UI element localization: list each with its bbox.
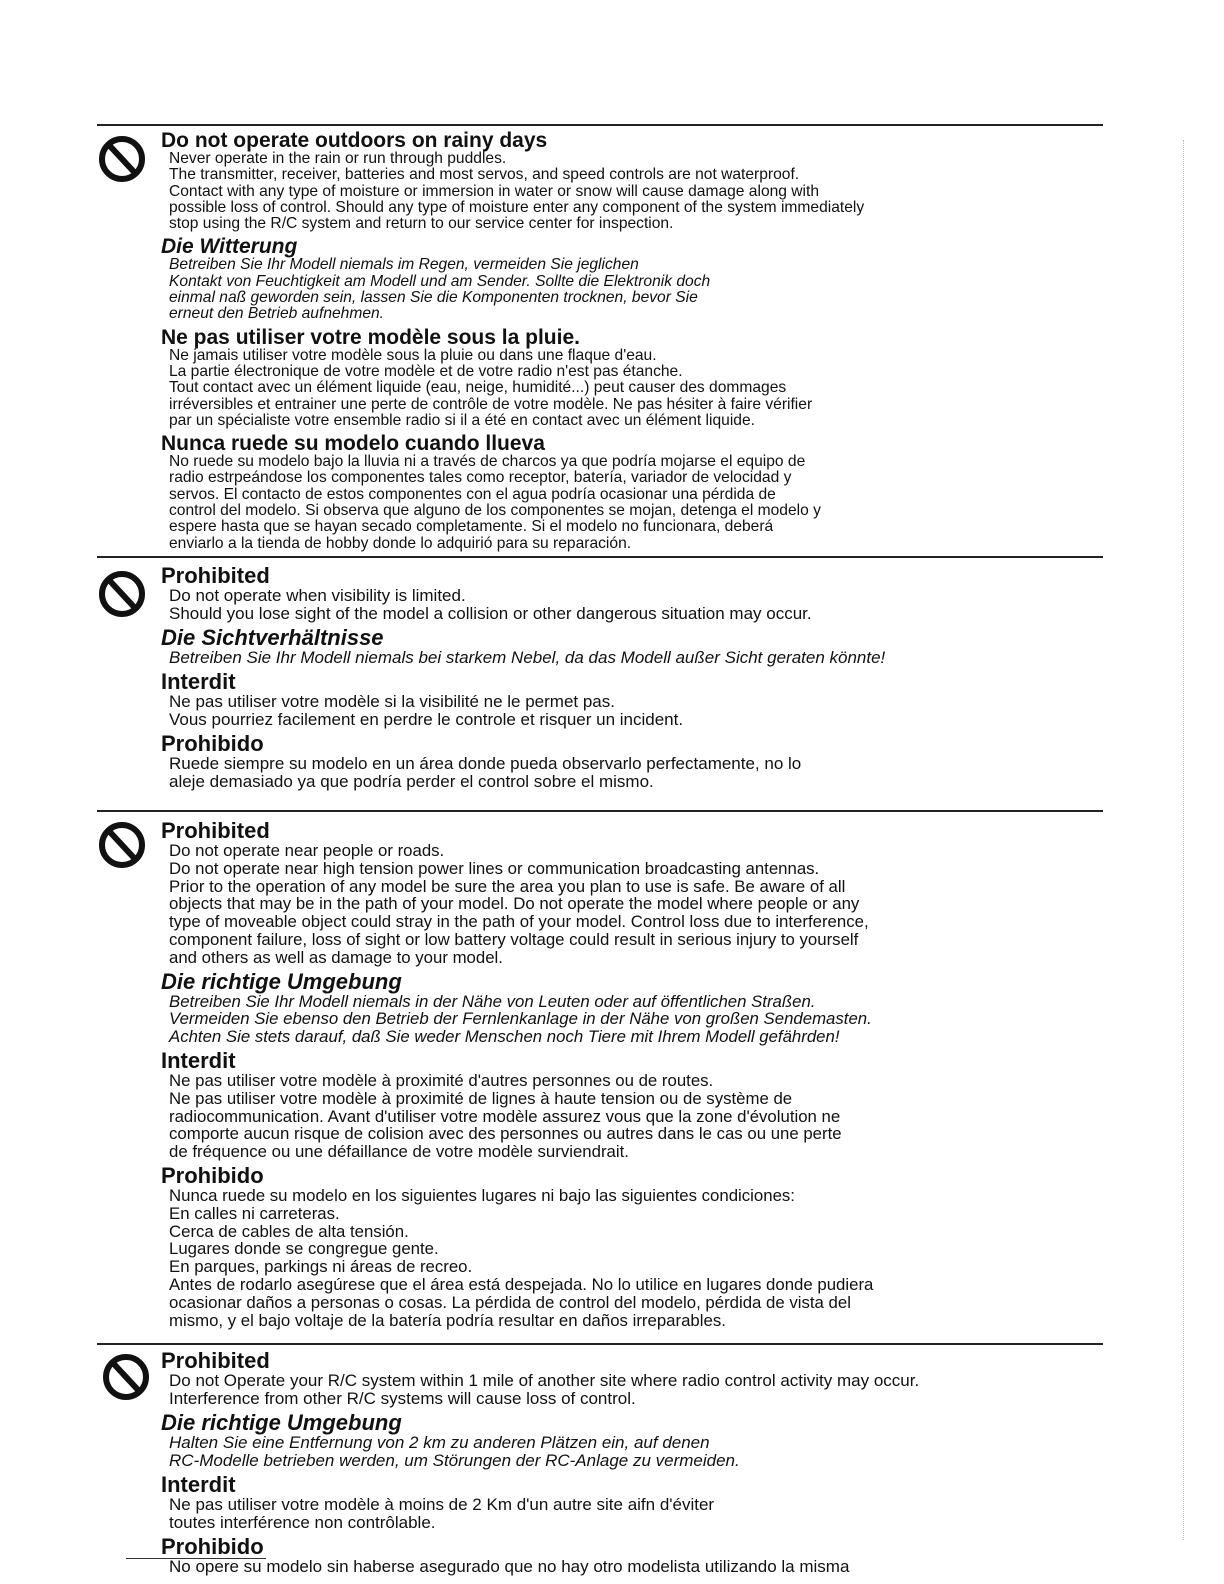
- block-heading: Die richtige Umgebung: [161, 968, 402, 994]
- block-heading: Interdit: [161, 1047, 236, 1073]
- divider-rule: [97, 810, 1103, 812]
- text-block: [161, 820, 1107, 967]
- text-block: [161, 1474, 1107, 1532]
- section-content: [161, 1350, 1107, 1580]
- body-line: La partie électronique de votre modèle et de votre radio n'est pas étanche.: [169, 362, 683, 380]
- body-line: Do not Operate your R/C system within 1 mile of another site where radio control activity may occur.: [169, 1371, 920, 1390]
- body-line: component failure, loss of sight or low battery voltage could result in serious injury to yourself: [169, 929, 859, 949]
- body-line: Tout contact avec un élément liquide (eau, neige, humidité...) peut causer des dommages: [169, 379, 787, 397]
- body-line: No ruede su modelo bajo la lluvia ni a través de charcos ya que podría mojarse el equipo de: [169, 453, 806, 471]
- divider-rule: [97, 556, 1103, 558]
- text-block: [161, 671, 1107, 729]
- divider-rule: [97, 124, 1103, 126]
- text-block: [161, 1047, 1107, 1162]
- text-block: [161, 236, 1107, 322]
- body-line: possible loss of control. Should any type of moisture enter any component of the system immediately: [169, 198, 865, 216]
- block-heading: Die richtige Umgebung: [161, 1410, 402, 1435]
- body-line: Do not operate near people or roads.: [169, 841, 445, 860]
- section-content: [161, 820, 1107, 1333]
- body-line: objects that may be in the path of your model. Do not operate the model where people or any: [169, 894, 860, 914]
- body-line: servos. El contacto de estos componentes con el agua podría ocasionar una pérdida de: [169, 485, 776, 503]
- block-heading: Interdit: [161, 669, 236, 694]
- body-line: comporte aucun risque de colision avec des personnes ou autres dans le cas ou une perte: [169, 1124, 842, 1144]
- body-line: Interference from other R/C systems will cause loss of control.: [169, 1389, 636, 1408]
- block-heading: Prohibited: [161, 1348, 270, 1373]
- body-line: irréversibles et entrainer une perte de contrôle de votre modèle. Ne pas hésiter à faire vérifier: [169, 395, 813, 413]
- text-block: [161, 327, 1107, 429]
- text-block: [161, 1536, 1107, 1576]
- body-line: Betreiben Sie Ihr Modell niemals bei starkem Nebel, da das Modell außer Sicht geraten könnte!: [169, 648, 886, 667]
- body-line: Do not operate near high tension power lines or communication broadcasting antennas.: [169, 858, 820, 878]
- body-line: mismo, y el bajo voltaje de la batería podría resultar en daños irreparables.: [169, 1310, 726, 1330]
- body-line: Lugares donde se congregue gente.: [169, 1239, 439, 1259]
- text-block: [161, 1350, 1107, 1408]
- block-heading: Die Witterung: [161, 235, 298, 259]
- body-line: Antes de rodarlo asegúrese que el área está despejada. No lo utilice en lugares donde pudiera: [169, 1274, 874, 1294]
- body-line: ocasionar daños a personas o cosas. La pérdida de control del modelo, pérdida de vista del: [169, 1292, 851, 1312]
- body-line: and others as well as damage to your model.: [169, 947, 503, 967]
- body-line: Achten Sie stets darauf, daß Sie weder Menschen noch Tiere mit Ihrem Modell gefährden!: [169, 1027, 840, 1047]
- text-block: [161, 1162, 1107, 1330]
- body-line: En parques, parkings ni áreas de recreo.: [169, 1257, 473, 1277]
- body-line: No opere su modelo sin haberse asegurado que no hay otro modelista utilizando la misma: [169, 1557, 850, 1576]
- body-line: Kontakt von Feuchtigkeit am Modell und am Sender. Sollte die Elektronik doch: [169, 272, 711, 290]
- prohibition-icon: [97, 134, 147, 184]
- scan-edge: [1183, 140, 1184, 1540]
- body-line: einmal naß geworden sein, lassen Sie die Komponenten trocknen, bevor Sie: [169, 289, 698, 307]
- body-line: erneut den Betrieb aufnehmen.: [169, 305, 385, 323]
- body-line: En calles ni carreteras.: [169, 1203, 340, 1223]
- section-content: [161, 565, 1107, 795]
- text-block: [161, 733, 1107, 791]
- body-line: Ruede siempre su modelo en un área donde pueda observarlo perfectamente, no lo: [169, 754, 802, 773]
- text-block: [161, 1412, 1107, 1470]
- body-line: toutes interférence non contrôlable.: [169, 1513, 436, 1532]
- body-line: radiocommunication. Avant d'utiliser votre modèle assurez vous que la zone d'évolution ne: [169, 1106, 841, 1126]
- body-line: Never operate in the rain or run through puddles.: [169, 150, 507, 167]
- prohibition-icon: [101, 1352, 151, 1402]
- block-heading: Do not operate outdoors on rainy days: [161, 129, 548, 152]
- text-block: [161, 433, 1107, 552]
- block-heading: Ne pas utiliser votre modèle sous la pluie.: [161, 325, 580, 349]
- body-line: type of moveable object could stray in the path of your model. Control loss due to interference,: [169, 912, 869, 932]
- body-line: stop using the R/C system and return to our service center for inspection.: [169, 215, 674, 233]
- body-line: Ne pas utiliser votre modèle à proximité d'autres personnes ou de routes.: [169, 1070, 714, 1090]
- body-line: Do not operate when visibility is limited.: [169, 586, 466, 605]
- block-heading: Prohibido: [161, 1162, 264, 1188]
- prohibition-icon: [97, 569, 147, 619]
- body-line: espere hasta que se hayan secado completamente. Si el modelo no funcionara, deberá: [169, 518, 774, 536]
- text-block: [161, 565, 1107, 623]
- body-line: Ne pas utiliser votre modèle à moins de 2 Km d'un autre site aifn d'éviter: [169, 1495, 715, 1514]
- body-line: Ne jamais utiliser votre modèle sous la pluie ou dans une flaque d'eau.: [169, 346, 657, 364]
- body-line: Nunca ruede su modelo en los siguientes lugares ni bajo las siguientes condiciones:: [169, 1185, 795, 1205]
- block-heading: Interdit: [161, 1472, 236, 1497]
- block-heading: Die Sichtverhältnisse: [161, 625, 384, 650]
- body-line: control del modelo. Si observa que alguno de los componentes se mojan, detenga el modelo y: [169, 502, 821, 520]
- body-line: Contact with any type of moisture or immersion in water or snow will cause damage along with: [169, 182, 820, 200]
- body-line: enviarlo a la tienda de hobby donde lo adquirió para su reparación.: [169, 534, 632, 552]
- block-heading: Nunca ruede su modelo cuando llueva: [161, 432, 545, 456]
- divider-rule: [97, 1343, 1103, 1345]
- body-line: par un spécialiste votre ensemble radio si il a été en contact avec un élément liquide.: [169, 411, 755, 429]
- body-line: aleje demasiado ya que podría perder el control sobre el mismo.: [169, 772, 654, 791]
- text-block: [161, 627, 1107, 667]
- body-line: Cerca de cables de alta tensión.: [169, 1221, 409, 1241]
- body-line: Prior to the operation of any model be sure the area you plan to use is safe. Be aware of all: [169, 876, 846, 896]
- body-line: RC-Modelle betrieben werden, um Störungen der RC-Anlage zu vermeiden.: [169, 1451, 740, 1470]
- text-block: [161, 130, 1107, 232]
- block-heading: Prohibido: [161, 1534, 264, 1559]
- body-line: Ne pas utiliser votre modèle à proximité de lignes à haute tension ou de système de: [169, 1088, 793, 1108]
- body-line: Betreiben Sie Ihr Modell niemals in der Nähe von Leuten oder auf öffentlichen Straßen.: [169, 991, 816, 1011]
- body-line: Vermeiden Sie ebenso den Betrieb der Fernlenkanlage in der Nähe von großen Sendemasten.: [169, 1009, 872, 1029]
- body-line: Should you lose sight of the model a collision or other dangerous situation may occur.: [169, 604, 812, 623]
- text-block: [161, 968, 1107, 1047]
- block-heading: Prohibited: [161, 563, 270, 588]
- body-line: radio estrpeándose los componentes tales como receptor, batería, variador de velocidad y: [169, 469, 792, 487]
- body-line: Betreiben Sie Ihr Modell niemals im Regen, vermeiden Sie jeglichen: [169, 256, 639, 274]
- body-line: The transmitter, receiver, batteries and most servos, and speed controls are not waterproof.: [169, 166, 800, 184]
- strike-line: [126, 1558, 266, 1559]
- section-content: [161, 130, 1107, 556]
- body-line: Halten Sie eine Entfernung von 2 km zu anderen Plätzen ein, auf denen: [169, 1433, 710, 1452]
- body-line: Ne pas utiliser votre modèle si la visibilité ne le permet pas.: [169, 692, 615, 711]
- block-heading: Prohibido: [161, 731, 264, 756]
- body-line: Vous pourriez facilement en perdre le controle et risquer un incident.: [169, 710, 684, 729]
- body-line: de fréquence ou une défaillance de votre modèle surviendrait.: [169, 1142, 629, 1162]
- prohibition-icon: [97, 820, 147, 870]
- block-heading: Prohibited: [161, 818, 270, 843]
